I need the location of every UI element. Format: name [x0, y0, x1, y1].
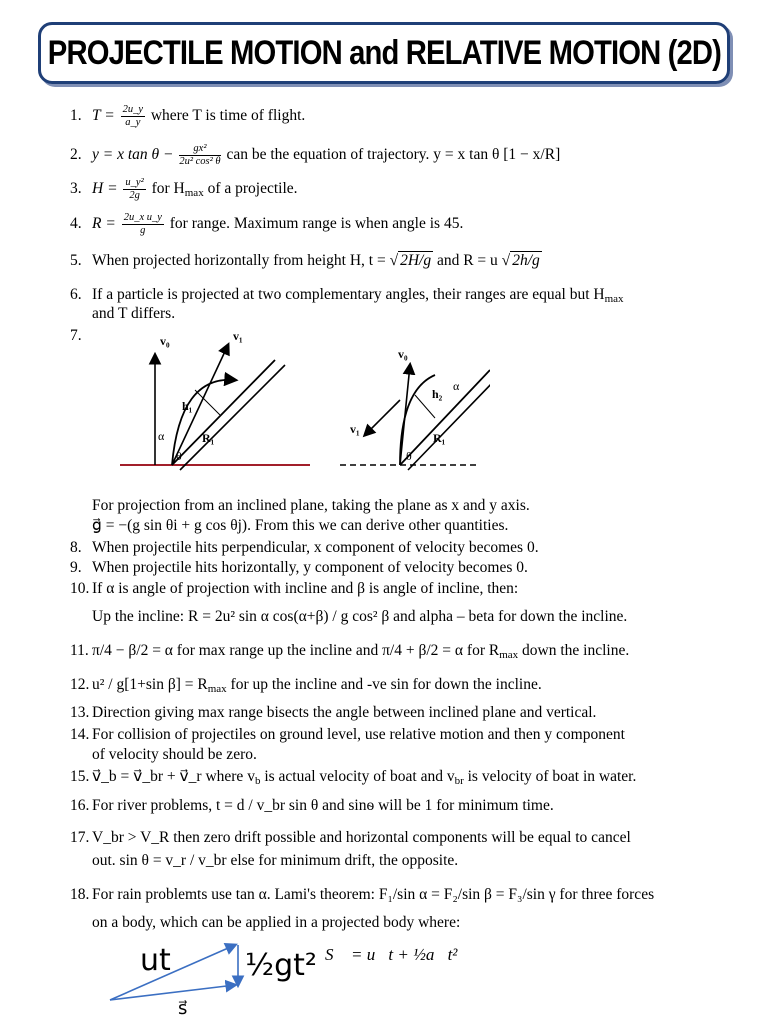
- item-5: 5. When projected horizontally from height H, t = √ 2H/g and R = u √ 2h/g: [70, 252, 540, 269]
- label-h2: h₂: [432, 387, 443, 401]
- item-4: 4. R = $\frac{\text{2u\_x u\_y}}{g}$ for range. Maximum range is when angle is 45.: [70, 212, 464, 236]
- incline-line: [400, 370, 490, 465]
- v1-vector: [365, 400, 400, 435]
- label-v0: v₀: [160, 334, 170, 348]
- title-box: [38, 22, 730, 84]
- displacement-equation: S⃗ = u⃗t + ½a⃗t²: [325, 945, 458, 964]
- item-11: 11. π/4 − β/2 = α for max range up the incline and π/4 + β/2 = α for $R_{max}$ down the incline.: [70, 642, 630, 661]
- item-13: 13. Direction giving max range bisects the angle between inclined plane and vertical.: [70, 704, 597, 721]
- height-line: [195, 390, 220, 415]
- label-v1: v₁: [233, 330, 243, 343]
- sketch-label-ut: ut: [140, 943, 171, 978]
- sketch-label-s: s⃗: [178, 998, 188, 1019]
- label-h1: h₁: [182, 399, 193, 413]
- left-incline-diagram: [120, 330, 310, 470]
- page-title: PROJECTILE MOTION and RELATIVE MOTION (2D): [47, 33, 721, 72]
- item-10: 10. If α is angle of projection with incline and β is angle of incline, then:: [70, 580, 519, 597]
- item-6-cont: and T differs.: [92, 305, 176, 322]
- incline-diagram: [110, 330, 490, 480]
- item-12: 12. u² / g[1+sin $\beta] = R_{max}$ for up the incline and -ve sin for down the incline.: [70, 676, 542, 695]
- item-8: 8. When projectile hits perpendicular, x component of velocity becomes 0.: [70, 539, 539, 556]
- sketch-label-half-gt2: ½gt²: [245, 948, 317, 983]
- vector-sketch: [100, 930, 520, 1020]
- note-g-vector: g⃗ = −(g sin θi + g cos θj). From this we can derive other quantities.: [92, 517, 509, 534]
- label-v0: v₀: [398, 347, 408, 361]
- label-alpha: α: [453, 379, 460, 393]
- item-10-formula: Up the incline: R = 2u² sin α cos(α+β) / g cos² β and alpha – beta for down the incline.: [92, 608, 628, 625]
- label-theta: θ: [406, 449, 412, 463]
- incline-line: [180, 365, 285, 470]
- label-v1: v₁: [350, 422, 360, 436]
- v1-vector: [172, 345, 228, 465]
- item-16: 16. For river problems, t = d / v_br sin θ and sinѳ will be 1 for minimum time.: [70, 797, 554, 814]
- item-3: 3. H = $\frac{\text{u\_y²}}{2g}$ for $H_{max}$ of a projectile.: [70, 177, 298, 201]
- item-18: 18. For rain problemts use tan α. Lami's theorem: F₁/sin α = F₂/sin β = F₃/sin γ for three forces: [70, 886, 655, 903]
- item-6: 6. If a particle is projected at two complementary angles, their ranges are equal but $H_{max}$: [70, 286, 624, 305]
- item-1: 1. T = $\frac{2u\_y}{a\_y}$ where T is time of flight.: [70, 104, 306, 128]
- item-9: 9. When projectile hits horizontally, y component of velocity becomes 0.: [70, 559, 528, 576]
- item-14-cont: of velocity should be zero.: [92, 746, 257, 763]
- label-r1: R₁: [433, 431, 446, 445]
- item-7: 7.: [70, 327, 82, 344]
- note-incline-axes: For projection from an inclined plane, taking the plane as x and y axis.: [92, 497, 530, 514]
- item-15: 15. v⃗_b = v⃗_br + v⃗_r where $v_b$ is actual velocity of boat and $v_{br}$ is velocity of boat in water.: [70, 768, 637, 787]
- right-incline-diagram: [340, 347, 490, 470]
- incline-line: [408, 380, 490, 470]
- label-theta: θ: [176, 449, 182, 463]
- item-17-cont: out. sin θ = v_r / v_br else for minimum drift, the opposite.: [92, 852, 459, 869]
- item-17: 17. V_br > V_R then zero drift possible and horizontal components will be equal to cancel: [70, 829, 631, 846]
- item-2: 2. y = x tan θ − $\frac{\text{gx²}}{\text{2u² cos² θ}}$ can be the equation of trajectory. y = x tan θ [1 − x/R]: [70, 143, 561, 167]
- label-alpha: α: [158, 429, 165, 443]
- item-18-cont: on a body, which can be applied in a projected body where:: [92, 914, 461, 931]
- item-14: 14. For collision of projectiles on ground level, use relative motion and then y component: [70, 726, 625, 743]
- label-r1: R₁: [202, 431, 215, 445]
